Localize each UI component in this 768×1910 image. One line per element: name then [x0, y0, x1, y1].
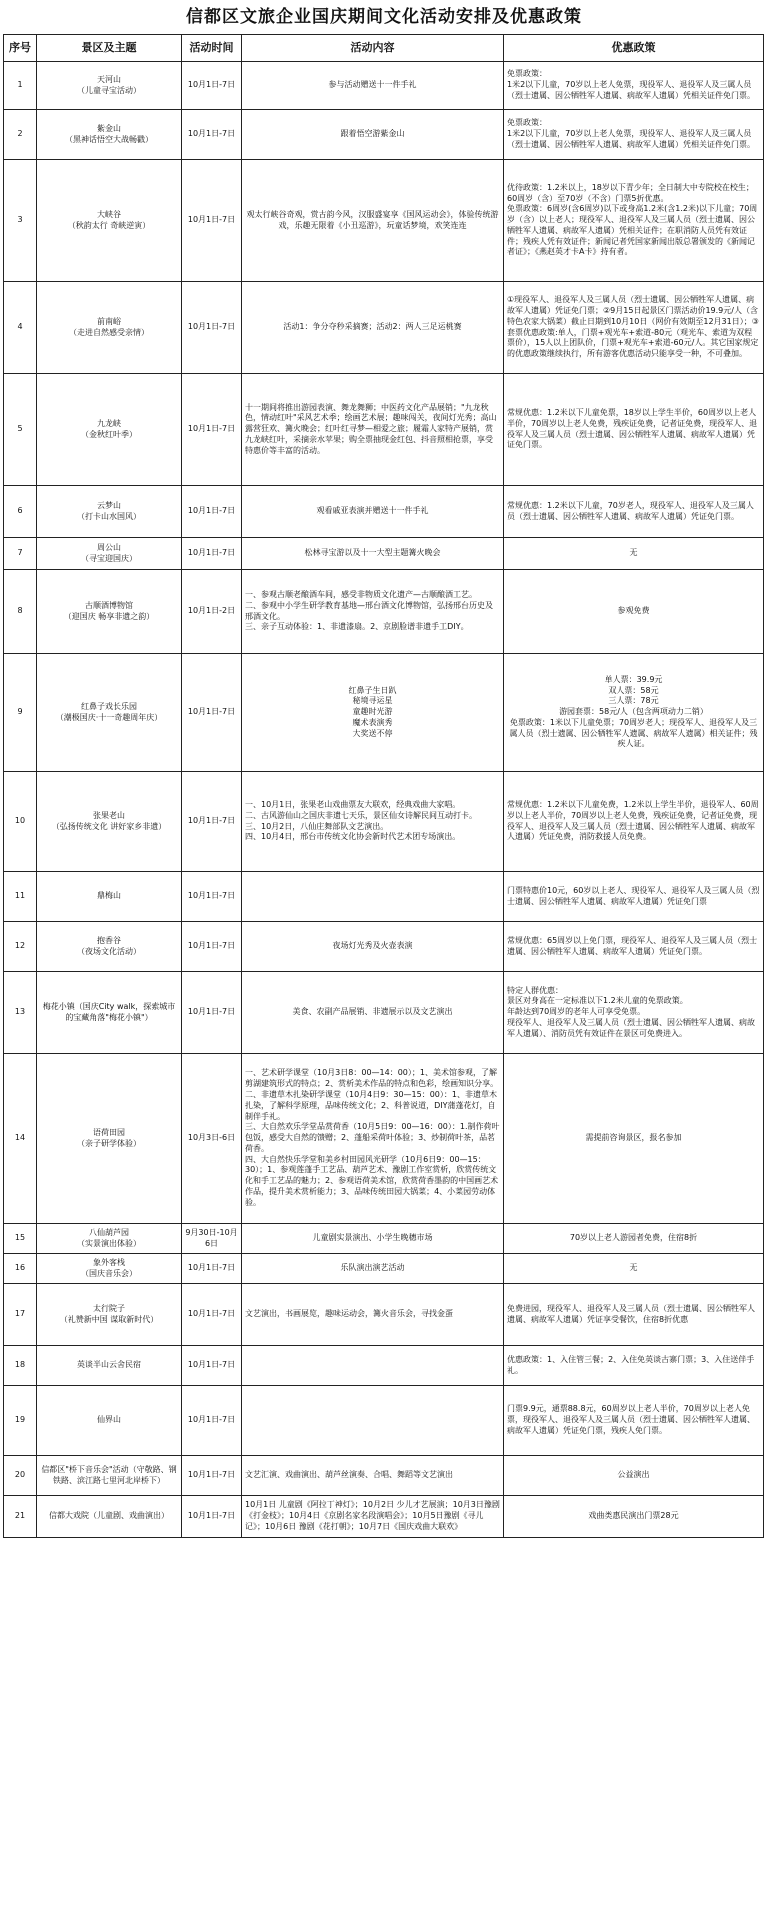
row-number-cell: 4	[4, 282, 37, 374]
content-cell	[242, 1346, 504, 1386]
venue-cell: 梅花小镇（国庆City walk，探索城市的宝藏角落"梅花小镇"）	[37, 972, 182, 1054]
row-number-cell: 20	[4, 1456, 37, 1496]
policy-cell: 戏曲类惠民演出门票28元	[504, 1496, 764, 1538]
content-cell: 儿童剧实景演出、小学生晚穗市场	[242, 1224, 504, 1254]
policy-cell: 无	[504, 538, 764, 570]
table-row	[4, 538, 764, 570]
content-cell: 文艺演出，书画展览，趣味运动会，篝火音乐会，寻找金蛋	[242, 1284, 504, 1346]
row-number-cell: 10	[4, 772, 37, 872]
content-cell: 跟着悟空游紫金山	[242, 110, 504, 160]
table-row	[4, 1496, 764, 1538]
content-cell: 10月1日 儿童剧《阿拉丁神灯》；10月2日 少儿才艺展演；10月3日豫剧《打金枝》；10月4日《京剧名家名段演唱会》；10月5日豫剧《寻儿记》；10月6日 豫剧《花打朝》；10月7日《国庆戏曲大联欢》	[242, 1496, 504, 1538]
venue-cell: 紫金山 （黑神话悟空大战畅戳）	[37, 110, 182, 160]
row-number-cell: 18	[4, 1346, 37, 1386]
time-cell: 10月1日-7日	[182, 1346, 242, 1386]
content-cell: 乐队演出演艺活动	[242, 1254, 504, 1284]
table-row	[4, 160, 764, 282]
time-cell: 9月30日-10月6日	[182, 1224, 242, 1254]
time-cell: 10月1日-7日	[182, 772, 242, 872]
time-cell: 10月1日-7日	[182, 110, 242, 160]
time-cell: 10月1日-7日	[182, 486, 242, 538]
content-cell: 观看戚亚表演并赠送十一件手礼	[242, 486, 504, 538]
venue-cell: 红鼻子戏长乐园 （潮极国庆·十一奇趣周年庆）	[37, 654, 182, 772]
table-row	[4, 972, 764, 1054]
time-cell: 10月1日-7日	[182, 62, 242, 110]
table-row	[4, 772, 764, 872]
policy-cell: 门票特惠价10元，60岁以上老人、现役军人、退役军人及三属人员（烈士遗属、因公牺牲军人遗属、病故军人遗属）凭证免门票	[504, 872, 764, 922]
venue-cell: 九龙峡 （金秋红叶季）	[37, 374, 182, 486]
row-number-cell: 21	[4, 1496, 37, 1538]
row-number-cell: 17	[4, 1284, 37, 1346]
policy-cell: 优待政策：1.2米以上，18岁以下青少年；全日制大中专院校在校生；60周岁（含）至70岁（不含）门票5折优惠。 免票政策：6周岁(含6周岁)以下或身高1.2米(含1.2米)以下儿童；70周岁（含）以上老人；现役军人、退役军人及三属人员（烈士遗属、因公牺牲军人遗属、病故军人遗属）凭相关证件；在职消防人员凭有效证件；残疾人凭有效证件；新闻记者凭国家新闻出版总署颁发的《新闻记者证》；《燕赵英才卡A卡》持有者。	[504, 160, 764, 282]
row-number-cell: 13	[4, 972, 37, 1054]
venue-cell: 太行院子 （礼赞新中国 谋取新时代）	[37, 1284, 182, 1346]
time-cell: 10月1日-7日	[182, 282, 242, 374]
venue-cell: 语荷田园 （亲子研学体验）	[37, 1054, 182, 1224]
table-body	[4, 62, 764, 1538]
policy-cell: 常规优惠：1.2米以下儿童免票，18岁以上学生半价，60周岁以上老人半价，70周岁以上老人免费，残疾证免费，记者证免费，现役军人、退役军人及三属人员（烈士遗属、因公牺牲军人遗属、病故军人遗属）凭证免门票。	[504, 374, 764, 486]
content-cell: 夜场灯光秀及火壶表演	[242, 922, 504, 972]
content-cell: 一、艺术研学课堂（10月3日8：00—14：00）；1、美术馆参观，了解剪湖建筑形式的特点；2、赏析美术作品的特点和色彩，绘画知识分享。 二、非遗草木扎染研学课堂（10月4日9：30—15：00）：1、非遗草木扎染，了解科学原理，品味传统文化；2、科普说道，DIY蒲蓬花灯，自制伴手礼。 三、大自然欢乐学堂品赏荷香（10月5日9：00—16：00）：1.制作荷叶包饭，感受大自然的馈赠；2、蓬船采荷叶体验；3、炒制荷叶茶，品茗荷香。 四、大自然快乐学堂和美乡村田园风光研学（10月6日9：00—15：30）；1、参观莲蓬手工艺品、葫芦艺术、豫剧工作室赏析，欣赏传统文化和手工艺品的魅力；2、参观语荷美术馆，欣赏荷香墨韵的中国画艺术作品，提升美术赏析能力；3、品味传统田园大锅菜；4、小菜园劳动体验。	[242, 1054, 504, 1224]
policy-cell: 常规优惠：1.2米以下儿童免费，1.2米以上学生半价，退役军人、60周岁以上老人半价，70周岁以上老人免费，残疾证免费，记者证免费，现役军人、退役军人及三属人员（烈士遗属、因公牺牲军人遗属、病故军人遗属）凭证免费，消防救援人员免费。	[504, 772, 764, 872]
policy-cell: 需提前咨询景区，报名参加	[504, 1054, 764, 1224]
time-cell: 10月1日-2日	[182, 570, 242, 654]
policy-cell: ①现役军人、退役军人及三属人员（烈士遗属、因公牺牲军人遗属、病故军人遗属）凭证免门票；②9月15日起景区门票活动价19.9元/人（含特色农家大锅菜）截止日期到10月10日（网价有效期至12月31日）；③套票优惠政策:单人，门票+观光车+索道-80元（观光车、索道为双程票价），15人以上团队价，门票+观光车+索道-60元/人。其它国家规定的优惠政策继续执行，所有游客优惠活动只能享受一种，不可叠加。	[504, 282, 764, 374]
venue-cell: 鼎梅山	[37, 872, 182, 922]
policy-cell: 单人票：39.9元 双人票：58元 三人票：78元 游园套票：58元/人（包含两项动力二销） 免票政策：1米以下儿童免票；70周岁老人；现役军人、退役军人及三属人员（烈士遗属、因公牺牲军人遗属、病故军人遗属）相关证件；残疾人证。	[504, 654, 764, 772]
time-cell: 10月1日-7日	[182, 374, 242, 486]
table-row	[4, 486, 764, 538]
policy-cell: 参观免费	[504, 570, 764, 654]
row-number-cell: 7	[4, 538, 37, 570]
table-row	[4, 282, 764, 374]
row-number-cell: 14	[4, 1054, 37, 1224]
table-row	[4, 1054, 764, 1224]
venue-cell: 信都大戏院（儿童剧、戏曲演出）	[37, 1496, 182, 1538]
policy-cell: 免费进园，现役军人、退役军人及三属人员（烈士遗属、因公牺牲军人遗属、病故军人遗属）凭证享受餐饮，住宿8折优惠	[504, 1284, 764, 1346]
time-cell: 10月1日-7日	[182, 1496, 242, 1538]
table-row	[4, 110, 764, 160]
table-row	[4, 1386, 764, 1456]
policy-cell: 常规优惠：65周岁以上免门票，现役军人、退役军人及三属人员（烈士遗属、因公牺牲军人遗属、病故军人遗属）凭证免门票。	[504, 922, 764, 972]
row-number-cell: 9	[4, 654, 37, 772]
venue-cell: 前南峪 （走进自然感受亲情）	[37, 282, 182, 374]
table-header-row	[4, 35, 764, 62]
time-cell: 10月1日-7日	[182, 872, 242, 922]
time-cell: 10月1日-7日	[182, 1284, 242, 1346]
column-header-time: 活动时间	[182, 35, 242, 62]
content-cell: 参与活动赠送十一件手礼	[242, 62, 504, 110]
content-cell: 松林寻宝游以及十一大型主题篝火晚会	[242, 538, 504, 570]
row-number-cell: 8	[4, 570, 37, 654]
row-number-cell: 12	[4, 922, 37, 972]
content-cell: 文艺汇演、戏曲演出、葫芦丝演奏、合唱、舞蹈等文艺演出	[242, 1456, 504, 1496]
activities-table	[3, 34, 764, 1538]
venue-cell: 八仙葫芦园 （实景演出体验）	[37, 1224, 182, 1254]
table-row	[4, 654, 764, 772]
venue-cell: 天河山 （儿童寻宝活动）	[37, 62, 182, 110]
column-header-venue: 景区及主题	[37, 35, 182, 62]
table-row	[4, 1224, 764, 1254]
time-cell: 10月1日-7日	[182, 1254, 242, 1284]
venue-cell: 古顺酒博物馆 （迎国庆 畅享非遗之韵）	[37, 570, 182, 654]
venue-cell: 大峡谷 （秋韵太行 奇峡逆寅）	[37, 160, 182, 282]
column-header-no: 序号	[4, 35, 37, 62]
content-cell: 红鼻子生日趴 秘境寻运星 童趣时光游 魔术表演秀 大奖送不停	[242, 654, 504, 772]
policy-cell: 免票政策： 1米2以下儿童，70岁以上老人免票，现役军人、退役军人及三属人员（烈士遗属、因公牺牲军人遗属、病故军人遗属）凭相关证件免门票。	[504, 110, 764, 160]
time-cell: 10月1日-7日	[182, 922, 242, 972]
venue-cell: 英谈半山云舍民宿	[37, 1346, 182, 1386]
content-cell	[242, 872, 504, 922]
content-cell: 十一期间将推出游园表演、舞龙舞狮；中医药文化产品展销；"九龙秋色，情动红叶"采风艺术季；绘画艺术展；趣味闯关，夜间灯光秀；高山露营狂欢、篝火晚会；红叶红寻梦—相爱之旅；履霜人家特产展销，赏九龙峡红叶，采摘亲水苹果；购全票抽现金红包、抖音照相抢票，享受特惠价等丰富的活动。	[242, 374, 504, 486]
row-number-cell: 16	[4, 1254, 37, 1284]
policy-cell: 公益演出	[504, 1456, 764, 1496]
row-number-cell: 11	[4, 872, 37, 922]
row-number-cell: 3	[4, 160, 37, 282]
venue-cell: 周公山 （寻宝迎国庆）	[37, 538, 182, 570]
row-number-cell: 2	[4, 110, 37, 160]
table-row	[4, 570, 764, 654]
policy-cell: 门票9.9元，通票88.8元，60周岁以上老人半价，70周岁以上老人免票，现役军人、退役军人及三属人员（烈士遗属、因公牺牲军人遗属、病故军人遗属）凭证免门票，残疾人免门票。	[504, 1386, 764, 1456]
row-number-cell: 5	[4, 374, 37, 486]
table-row	[4, 872, 764, 922]
venue-cell: 抱香谷 （夜场文化活动）	[37, 922, 182, 972]
venue-cell: 仙界山	[37, 1386, 182, 1456]
content-cell: 活动1：争分夺秒采摘赛；活动2：两人三足运桃赛	[242, 282, 504, 374]
venue-cell: 象外客栈 （国庆音乐会）	[37, 1254, 182, 1284]
table-row	[4, 1254, 764, 1284]
time-cell: 10月1日-7日	[182, 538, 242, 570]
venue-cell: 云梦山 （打卡山水国风）	[37, 486, 182, 538]
table-row	[4, 1284, 764, 1346]
table-row	[4, 922, 764, 972]
table-row	[4, 1456, 764, 1496]
table-row	[4, 374, 764, 486]
time-cell: 10月1日-7日	[182, 972, 242, 1054]
policy-cell: 常规优惠：1.2米以下儿童，70岁老人，现役军人、退役军人及三属人员（烈士遗属、因公牺牲军人遗属、病故军人遗属）凭证免门票。	[504, 486, 764, 538]
time-cell: 10月1日-7日	[182, 1456, 242, 1496]
content-cell: 一、10月1日，张果老山戏曲票友大联欢，经典戏曲大家唱。 二、古风游仙山之国庆非遗七天乐，景区仙女诗解民间互动打卡。 三、10月2日，八仙庄舞部队文艺演出。 四、10月4日，邢台市传统文化协会新时代艺术团专场演出。	[242, 772, 504, 872]
document-title: 信都区文旅企业国庆期间文化活动安排及优惠政策	[186, 7, 582, 27]
content-cell: 一、参观古顺老酿酒车间，感受非物质文化遗产—古顺酿酒工艺。 二、参观中小学生研学教育基地—邢台酒文化博物馆，弘扬邢台历史及邢酒文化。 三、亲子互动体验：1、非遗漆扇。2、京剧脸谱非遗手工DIY。	[242, 570, 504, 654]
content-cell: 观太行峡谷奇观，赏古韵今风，汉服盛宴享《国风运动会》，体验传统游戏，乐趣无限着《小丑巡游》，玩童话梦境，欢笑连连	[242, 160, 504, 282]
column-header-content: 活动内容	[242, 35, 504, 62]
table-row	[4, 1346, 764, 1386]
time-cell: 10月1日-7日	[182, 160, 242, 282]
row-number-cell: 19	[4, 1386, 37, 1456]
policy-cell: 特定人群优惠： 景区对身高在一定标准以下1.2米儿童的免票政策。 年龄达到70周岁的老年人可享受免票。 现役军人、退役军人及三属人员（烈士遗属、因公牺牲军人遗属、病故军人遗属）、消防员凭有效证件在景区可免费进入。	[504, 972, 764, 1054]
table-row	[4, 62, 764, 110]
row-number-cell: 15	[4, 1224, 37, 1254]
policy-cell: 70岁以上老人游园者免费，住宿8折	[504, 1224, 764, 1254]
policy-cell: 免票政策： 1米2以下儿童，70岁以上老人免票，现役军人、退役军人及三属人员（烈士遗属、因公牺牲军人遗属、病故军人遗属）凭相关证件免门票。	[504, 62, 764, 110]
content-cell	[242, 1386, 504, 1456]
column-header-policy: 优惠政策	[504, 35, 764, 62]
time-cell: 10月1日-7日	[182, 1386, 242, 1456]
venue-cell: 信都区"桥下音乐会"活动（守敬路、钢铁路、滨江路七里河北岸桥下）	[37, 1456, 182, 1496]
time-cell: 10月1日-7日	[182, 654, 242, 772]
policy-cell: 无	[504, 1254, 764, 1284]
content-cell: 美食、农副产品展销、非遗展示以及文艺演出	[242, 972, 504, 1054]
row-number-cell: 1	[4, 62, 37, 110]
policy-cell: 优惠政策：1、入住管三餐；2、入住免英谈古寨门票；3、入住送伴手礼。	[504, 1346, 764, 1386]
venue-cell: 张果老山 （弘扬传统文化 讲好家乡非遗）	[37, 772, 182, 872]
time-cell: 10月3日-6日	[182, 1054, 242, 1224]
row-number-cell: 6	[4, 486, 37, 538]
